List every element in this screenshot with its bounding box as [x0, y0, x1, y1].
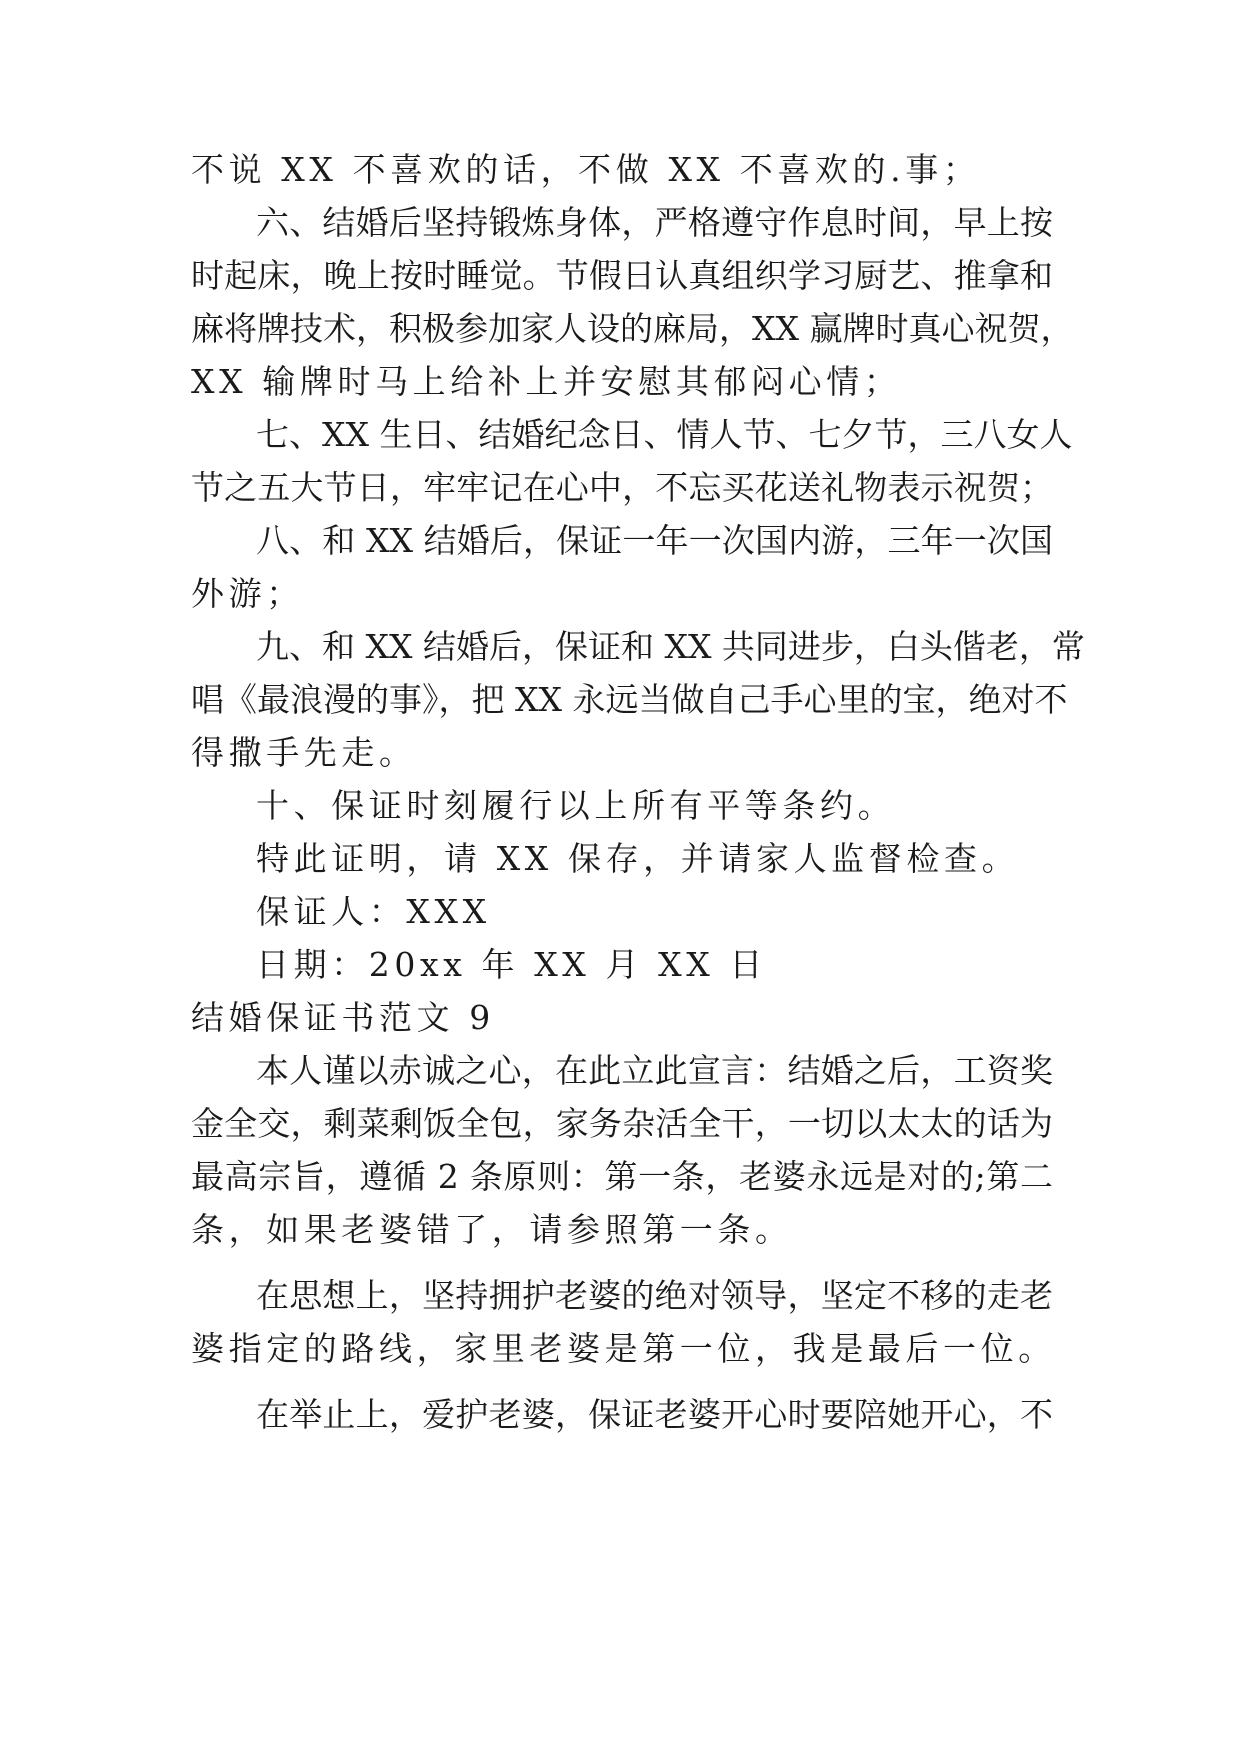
text-line: 节之五大节日，牢牢记在心中，不忘买花送礼物表示祝贺； — [191, 468, 1053, 507]
paragraph-line: 七、XX 生日、结婚纪念日、情人节、七夕节，三八女人 — [256, 415, 1073, 454]
text-line: 条，如果老婆错了，请参照第一条。 — [191, 1210, 793, 1249]
paragraph-line: 日期：20xx 年 XX 月 XX 日 — [256, 945, 768, 984]
text-line: 不说 XX 不喜欢的话，不做 XX 不喜欢的.事； — [191, 150, 981, 189]
paragraph-line: 八、和 XX 结婚后，保证一年一次国内游，三年一次国 — [256, 521, 1053, 560]
paragraph-line: 特此证明，请 XX 保存，并请家人监督检查。 — [256, 839, 1020, 878]
paragraph-line: 在思想上，坚持拥护老婆的绝对领导，坚定不移的走老 — [256, 1276, 1053, 1315]
paragraph-line: 保证人：XXX — [256, 892, 491, 931]
paragraph-line: 六、结婚后坚持锻炼身体，严格遵守作息时间，早上按 — [256, 203, 1053, 242]
text-line: 金全交，剩菜剩饭全包，家务杂活全干，一切以太太的话为 — [191, 1104, 1053, 1143]
paragraph-line: 九、和 XX 结婚后，保证和 XX 共同进步，白头偕老，常 — [256, 627, 1085, 666]
text-line: 外游； — [191, 574, 304, 613]
paragraph-line: 在举止上，爱护老婆，保证老婆开心时要陪她开心，不 — [256, 1395, 1053, 1434]
text-line: 唱《最浪漫的事》，把 XX 永远当做自己手心里的宝，绝对不 — [191, 680, 1068, 719]
text-line: 最高宗旨，遵循 2 条原则：第一条，老婆永远是对的;第二 — [191, 1157, 1053, 1196]
text-line: 麻将牌技术，积极参加家人设的麻局，XX 赢牌时真心祝贺， — [191, 309, 1074, 348]
text-line: XX 输牌时马上给补上并安慰其郁闷心情； — [191, 362, 902, 401]
paragraph-line: 本人谨以赤诚之心，在此立此宣言：结婚之后，工资奖 — [256, 1051, 1053, 1090]
text-line: 婆指定的路线，家里老婆是第一位，我是最后一位。 — [191, 1329, 1056, 1368]
section-heading: 结婚保证书范文 9 — [191, 998, 495, 1037]
text-line: 时起床，晚上按时睡觉。节假日认真组织学习厨艺、推拿和 — [191, 256, 1053, 295]
paragraph-line: 十、保证时刻履行以上所有平等条约。 — [256, 786, 896, 825]
text-line: 得撒手先走。 — [191, 733, 417, 772]
